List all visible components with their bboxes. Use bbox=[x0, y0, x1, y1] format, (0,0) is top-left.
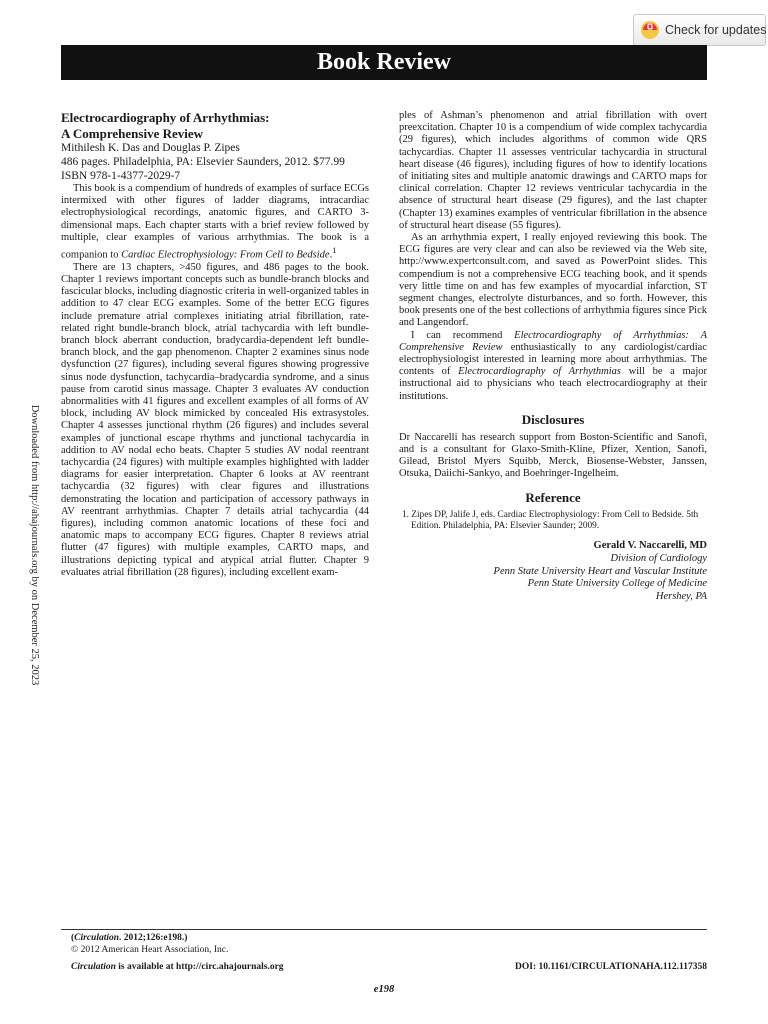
disclosures-heading: Disclosures bbox=[521, 411, 585, 427]
signature-location: Hershey, PA bbox=[655, 591, 707, 603]
reference-entry: 1. Zipes DP, Jalife J, eds. Cardiac Electrophysiology: From Cell to Bedside. 5th Edition. Philadelphia, PA: Elsevier Saunder; 2009. bbox=[402, 509, 699, 531]
footer-citation: (Circulation. 2012;126:e198.) bbox=[71, 933, 188, 943]
signature-affiliation-2: Penn State University Heart and Vascular Institute bbox=[493, 565, 707, 577]
crossmark-icon bbox=[640, 20, 660, 40]
reference-marker: 1 bbox=[332, 245, 337, 256]
article-title-line-1: Electrocardiography of Arrhythmias: bbox=[61, 110, 270, 125]
footer-doi: DOI: 10.1161/CIRCULATIONAHA.112.117358 bbox=[515, 962, 707, 972]
left-column bbox=[61, 110, 369, 579]
article-title-line-2: A Comprehensive Review bbox=[61, 125, 204, 141]
companion-book-title: Cardiac Electrophysiology: From Cell to Bedside bbox=[121, 249, 330, 261]
signature-affiliation-3: Penn State University College of Medicine bbox=[527, 578, 707, 590]
footer-copyright: © 2012 American Heart Association, Inc. bbox=[71, 945, 229, 955]
author-signature bbox=[399, 540, 707, 604]
reference-heading: Reference bbox=[525, 489, 581, 505]
signature-affiliation-1: Division of Cardiology bbox=[610, 552, 707, 564]
section-banner: Book Review bbox=[61, 45, 707, 80]
review-paragraph-4: I can recommend Electrocardiography of Arrhythmias: A Comprehensive Review enthusiastically to any cardiologist/cardiac electrophysiologist interested in learning more about arrhythmias. The contents of Electrocardiography of Arrhythmias will be a major instructional aid to physicians who teach electrocardiography at their institutions. bbox=[399, 329, 707, 402]
book-isbn: ISBN 978-1-4377-2029-7 bbox=[61, 170, 181, 182]
footer-divider bbox=[61, 929, 707, 930]
book-authors: Mithilesh K. Das and Douglas P. Zipes bbox=[61, 142, 240, 154]
check-for-updates-button[interactable] bbox=[633, 14, 766, 46]
check-for-updates-label: Check for updates bbox=[665, 23, 767, 37]
book-publication: 486 pages. Philadelphia, PA: Elsevier Saunders, 2012. $77.99 bbox=[61, 156, 345, 168]
download-watermark: Downloaded from http://ahajournals.org by on December 25, 2023 bbox=[29, 404, 40, 686]
article-title bbox=[61, 110, 369, 141]
review-paragraph-3: As an arrhythmia expert, I really enjoyed reviewing this book. The ECG figures are very clear and can also be reviewed via the Web site, http://www.expertconsult.com, and saved as PowerPoint slides. This compendium is not a comprehensive ECG teaching book, and it spends very little time on and has few examples of myocardial infarction, ST segment changes, electrolyte disturbances, and so forth. However, this book presents one of the best collections of arrhythmia figures since Pick and Langendorf. bbox=[399, 232, 707, 329]
disclosures-text: Dr Naccarelli has research support from Boston-Scientific and Sanofi, and is a consultant for Glaxo-Smith-Kline, Pfizer, Xention, Sanofi, Gilead, Bristol Myers Squibb, Merck, Biosense-Webster, Janssen, Otsuka, Daiichi-Sankyo, and Boehringer-Ingelheim. bbox=[399, 431, 707, 480]
page-number: e198 bbox=[373, 984, 395, 995]
signature-name: Gerald V. Naccarelli, MD bbox=[593, 540, 707, 552]
review-paragraph-2: There are 13 chapters, >450 figures, and 486 pages to the book. Chapter 1 reviews important concepts such as bundle-branch blocks and fascicular blocks, including diagnostic criteria in well-organized tables in addition to 47 clear ECG examples. Some of the better ECG figures include premature atrial complexes initiating atrial fibrillation, rate-related right bundle-branch block, atrial tachycardia with left bundle-branch block aberrant conduction, bradycardia-dependent left bundle-branch block, and the gap phenomenon. Chapter 2 examines sinus node dysfunction (27 figures), including several figures showing progressive sinus node dysfunction, tachycardia–bradycardia syndrome, and a sinus pause from carotid sinus massage. Chapter 3 evaluates AV conduction abnormalities with 41 figures and excellent examples of all forms of AV block, including AV block mimicked by concealed His extrasystoles. Chapter 4 assesses junctional rhythm (26 figures) and includes several examples of junctional escape rhythms and junctional tachycardia in addition to AV nodal echo beats. Chapter 5 studies AV nodal reentrant tachycardia (24 figures) with multiple examples highlighted with ladder diagrams for easier interpretation. Chapter 6 looks at AV reentrant tachycardia (32 figures) with clear figures and illustrations demonstrating the location and participation of accessory pathways in AV reentrant arrhythmias. Chapter 7 details atrial tachycardia (44 figures), including common anatomic locations of these foci and anatomic maps to accompany ECG figures. Chapter 8 reviews atrial flutter (47 figures) with multiple examples, CARTO maps, and illustrations depicting typical and atypical atrial flutter. Chapter 9 evaluates atrial fibrillation (28 figures), including excellent exam- bbox=[61, 261, 369, 578]
review-paragraph-1: This book is a compendium of hundreds of examples of surface ECGs intermixed with other figures of ladder diagrams, intracardiac electrophysiological recordings, anatomic figures, and CARTO 3-dimensional maps. Each chapter starts with a brief review followed by multiple, clear examples of various arrhythmias. The book is a companion to Cardiac Electrophysiology: From Cell to Bedside.$^1$ bbox=[61, 183, 369, 261]
footer-availability: Circulation is available at http://circ.ahajournals.org bbox=[71, 962, 284, 972]
review-paragraph-2-continued: ples of Ashman’s phenomenon and atrial fibrillation with overt preexcitation. Chapter 10 is a compendium of wide complex tachycardia (29 figures), which includes algorithms of common wide QRS tachycardias. Chapter 11 assesses ventricular tachycardia in structural heart disease (46 figures), including figures of how to identify locations of initiating sites and multiple anatomic drawings and CARTO maps for clinical correlation. Chapter 12 reviews ventricular tachycardia in the absence of structural heart disease (29 figures), and the last chapter (Chapter 13) examines examples of ventricular fibrillation in the absence of structural heart disease (55 figures). bbox=[399, 110, 707, 231]
right-column bbox=[399, 110, 707, 604]
